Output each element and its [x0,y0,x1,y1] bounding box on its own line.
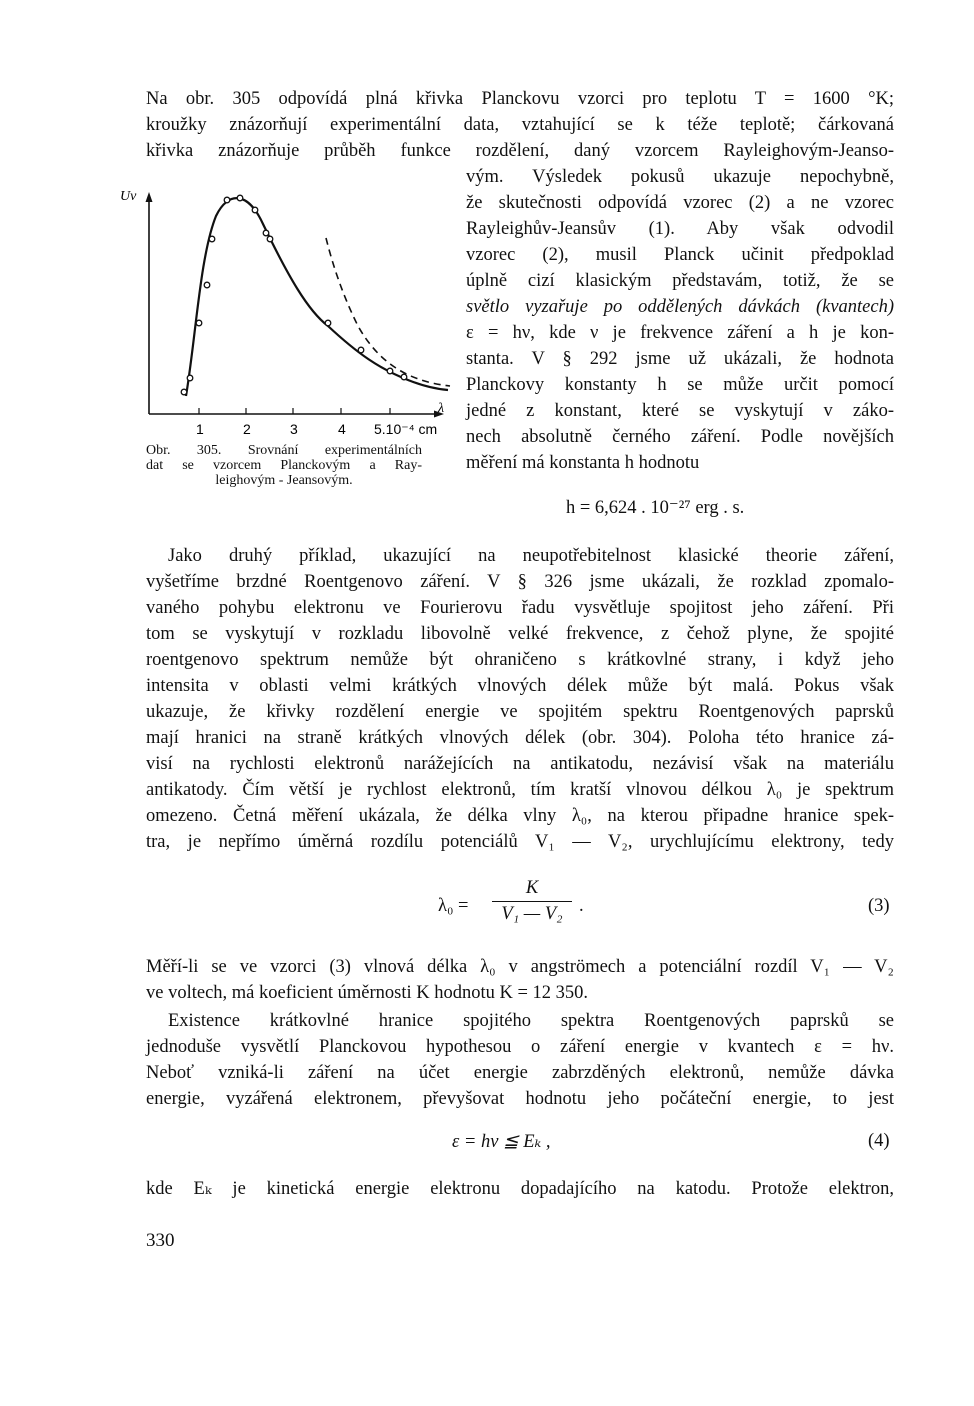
text-line: kroužky znázorňují experimentální data, vztahující se k téže teplotě; čárkovaná [146,115,894,135]
text-line: nech absolutně černého záření. Podle novějších [466,427,894,447]
x-tick-label: 4 [338,421,346,436]
text-line: vyšetříme brzdné Roentgenovo záření. V § 326 jsme ukázali, že rozklad zpomalo- [146,572,894,592]
fraction-denominator: V₁ — V₂ [501,904,563,924]
text-line: Jako druhý příklad, ukazující na neupotřebitelnost klasické theorie záření, [168,546,894,566]
data-point [237,195,243,201]
text-line: antikatody. Čím větší je rychlost elektronů, tím kratší vlnovou délkou λ₀ je spektrum [146,780,894,800]
caption-line: leighovým - Jeansovým. [215,473,353,488]
text-line: ve voltech, má koeficient úměrnosti K hodnotu K = 12 350. [146,983,589,1003]
data-point [181,389,187,395]
paragraph-angstrom-units [146,954,894,1006]
text-line: vaného pohybu elektronu ve Fourierovu řadu vysvětluje spojitost jeho záření. Při [146,598,894,618]
text-line: jedné z konstant, které se vyskytují v záko- [466,401,894,421]
data-point [209,236,215,242]
figure-305-planck-vs-rayleigh-jeans [118,186,454,436]
text-line: vzorec (2), musil Planck učinit předpoklad [466,245,894,265]
text-line: křivka znázorňuje průběh funkce rozdělení, daný vzorcem Rayleighovým-Jeanso- [146,141,894,161]
x-tick-label: 1 [196,421,204,436]
paragraph-planck-hypothesis [466,164,894,476]
data-point [325,320,331,326]
data-point [387,368,393,374]
rayleigh-jeans-curve [326,238,450,386]
equation-lhs: λ₀ = [438,896,469,916]
text-line: vým. Výsledek pokusů ukazuje nepochybně, [466,167,894,187]
text-line: omezeno. Četná měření ukázala, že délka vlny λ₀, na kterou připadne hranice spek- [146,806,894,826]
paragraph-short-wave-limit [146,1008,894,1112]
text-line: roentgenovo spektrum nemůže být ohraničeno s krátkovlné strany, i když jeho [146,650,894,670]
data-point [224,197,230,203]
equation-number: (4) [868,1131,890,1151]
formula-planck-constant: h = 6,624 . 10⁻²⁷ erg . s. [566,498,745,518]
text-line: Planckovy konstanty h se může určit pomocí [466,375,894,395]
caption-line: Obr. 305. Srovnání experimentálních [146,443,422,458]
text-line: kde Eₖ je kinetická energie elektronu dopadajícího na katodu. Protože elektron, [146,1179,894,1199]
caption-line: dat se vzorcem Planckovým a Ray- [146,458,422,473]
text-line: jednoduše vysvětlí Planckovou hypothesou o záření energie v kvantech ε = hν. [146,1037,894,1057]
paragraph-kinetic-energy [146,1176,894,1202]
text-line: Neboť vzniká-li záření na účet energie zabrzděných elektronů, nemůže dávka [146,1063,894,1083]
text-line: měření má konstanta h hodnotu [466,453,700,473]
data-point [196,320,202,326]
data-point [204,282,210,288]
equation-fraction [492,878,572,925]
text-line: tra, je nepřímo úměrná rozdílu potenciálů V₁ — V₂, urychlujícímu elektrony, tedy [146,832,894,852]
equation-tail: . [579,896,584,916]
text-line: Na obr. 305 odpovídá plná křivka Planckovu vzorci pro teplotu T = 1600 °K; [146,89,894,109]
text-line: Měří-li se ve vzorci (3) vlnová délka λ₀ v angströmech a potenciální rozdíl V₁ — V₂ [146,957,894,977]
text-line: tom se vyskytují v rozkladu libovolně velké frekvence, z čehož plyne, že spojité [146,624,894,644]
equation-number: (3) [868,896,890,916]
y-axis-arrow [146,192,153,202]
text-line: intensita v oblasti velmi krátkých vlnových délek může být malá. Pokus však [146,676,894,696]
planck-curve [186,198,448,396]
text-line: energie, vyzářená elektronem, převyšovat hodnotu jeho počáteční energie, to jest [146,1089,894,1109]
x-tick-label: 5.10⁻⁴ cm [374,421,438,436]
x-axis-label: λ [438,401,445,416]
text-line: mají hranici na straně krátkých vlnových délek (obr. 304). Poloha této hranice zá- [146,728,894,748]
text-line: ε = hν, kde ν je frekvence záření a h je kon- [466,323,894,343]
paragraph-planck-curve [146,86,894,164]
equation-body: ε = hν ≦ Eₖ , [452,1132,551,1152]
text-line: Existence krátkovlné hranice spojitého spektra Roentgenových paprsků se [168,1011,894,1031]
figure-caption [146,443,422,488]
x-tick-label: 3 [290,421,298,436]
text-line: že skutečnosti odpovídá vzorec (2) a ne vzorec [466,193,894,213]
fraction-numerator: K [492,878,572,902]
text-line: visí na rychlosti elektronů narážejících na antikatodu, nezávisí však na materiálu [146,754,894,774]
data-point [263,230,269,236]
x-tick-label: 2 [243,421,251,436]
data-point [252,207,258,213]
data-point [187,375,193,381]
text-line: ukazuje, že křivky rozdělení energie ve spojitém spektru Roentgenových paprsků [146,702,894,722]
text-line: stanta. V § 292 jsme už ukázali, že hodnota [466,349,894,369]
page-number: 330 [146,1230,175,1251]
y-axis-label: Uν [120,189,137,204]
data-point [267,236,273,242]
text-line: Rayleighův-Jeansův (1). Aby však odvodil [466,219,894,239]
paragraph-roentgen-radiation [146,543,894,855]
text-line: úplně cizí klasickým představám, totiž, že se [466,271,894,291]
equation-3 [0,878,974,938]
data-point [358,347,364,353]
text-line: světlo vyzařuje po oddělených dávkách (kvantech) [466,297,894,317]
data-point [401,374,407,380]
